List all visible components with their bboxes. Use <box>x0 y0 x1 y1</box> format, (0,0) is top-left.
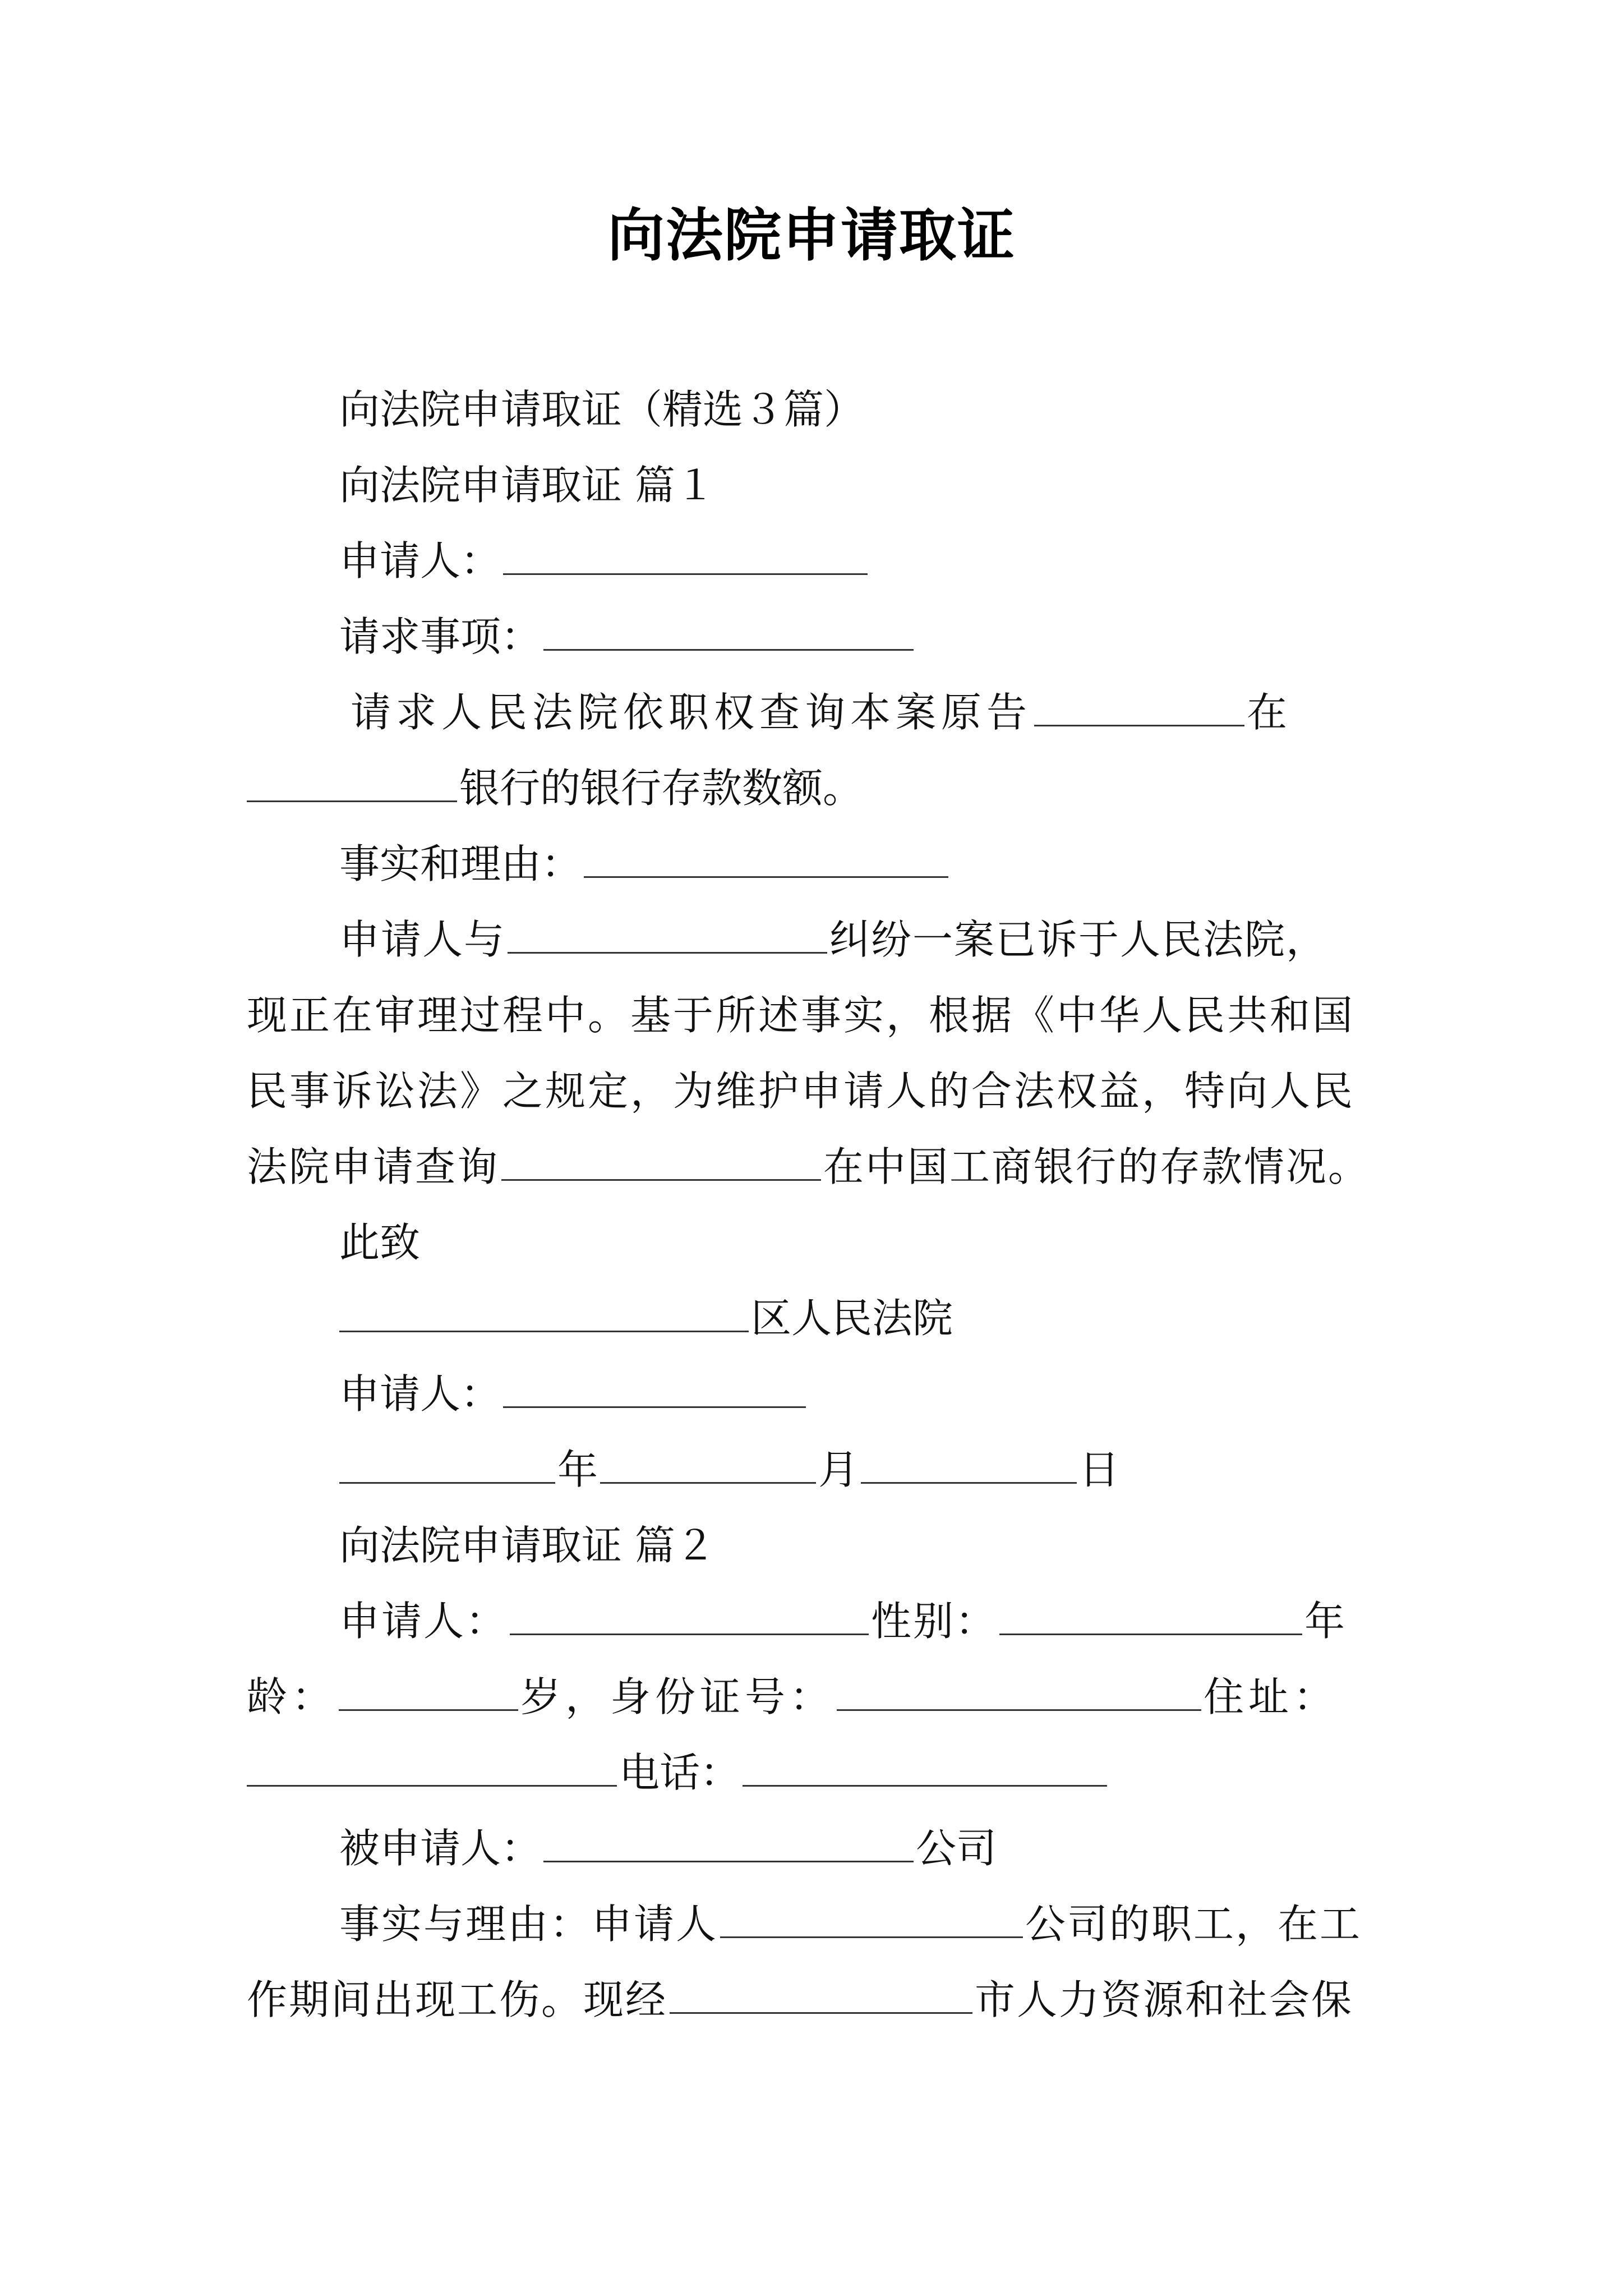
month-blank[interactable] <box>600 1447 816 1484</box>
phone-label: 电话： <box>619 1749 741 1796</box>
facts-text: 市人力资源和社会保 <box>975 1976 1354 2023</box>
day-blank[interactable] <box>861 1447 1077 1484</box>
year-label: 年 <box>557 1446 598 1493</box>
part1-facts-label-row <box>339 836 951 892</box>
address-label: 住址： <box>1204 1673 1339 1720</box>
facts-text: 公司的职工，在工 <box>1025 1901 1362 1948</box>
age-unit: 岁， <box>520 1673 611 1720</box>
facts-text: 事实与理由：申请人 <box>339 1901 718 1948</box>
applicant-label: 申请人： <box>339 537 501 585</box>
employer-blank[interactable] <box>720 1902 1023 1938</box>
court-row <box>339 1290 953 1346</box>
document-subtitle: 向法院申请取证（精选３篇） <box>339 386 865 433</box>
part2-phone-row <box>247 1745 1109 1801</box>
facts-text: 纠纷一案已诉于人民法院， <box>829 916 1328 963</box>
facts-blank[interactable] <box>584 841 948 878</box>
month-label: 月 <box>818 1446 859 1493</box>
facts-text: 作期间出现工伤。现经 <box>247 1976 668 2023</box>
part1-facts-row-4 <box>247 1139 1370 1195</box>
part1-request-text-row <box>351 684 1292 740</box>
part2-facts-row-2 <box>247 1972 1353 2028</box>
facts-label: 事实和理由： <box>339 840 582 887</box>
part2-respondent-row <box>339 1820 997 1876</box>
court-blank[interactable] <box>339 1296 749 1332</box>
applicant-blank[interactable] <box>503 539 868 575</box>
respondent-label: 被申请人： <box>339 1825 542 1872</box>
bank-text: 银行的银行存款数额。 <box>459 765 864 812</box>
date-row <box>339 1442 1119 1498</box>
applicant-label: 申请人： <box>339 1598 508 1645</box>
phone-blank[interactable] <box>743 1750 1107 1787</box>
dispute-party-blank[interactable] <box>508 917 827 954</box>
gender-label: 性别： <box>871 1598 998 1645</box>
id-blank[interactable] <box>837 1674 1201 1711</box>
sign-applicant-blank[interactable] <box>503 1372 806 1408</box>
part2-age-row <box>247 1669 1338 1725</box>
part2-facts-row-1 <box>339 1896 1362 1952</box>
part1-applicant-row <box>339 533 870 589</box>
request-text-at: 在 <box>1247 689 1293 736</box>
plaintiff-blank[interactable] <box>1034 690 1244 726</box>
id-label: 身份证号： <box>610 1673 835 1720</box>
salutation: 此致 <box>339 1219 421 1266</box>
query-party-blank[interactable] <box>501 1144 821 1181</box>
request-blank[interactable] <box>543 614 914 651</box>
page-title: 向法院申请取证 <box>607 202 1016 269</box>
part1-bank-row <box>247 760 863 816</box>
sign-applicant-row <box>339 1366 808 1422</box>
address-blank[interactable] <box>247 1750 617 1787</box>
part1-request-row <box>339 609 916 665</box>
respondent-suffix: 公司 <box>916 1825 997 1872</box>
age-label-b: 龄： <box>247 1673 337 1720</box>
facts-text: 在中国工商银行的存款情况。 <box>823 1143 1371 1190</box>
part2-applicant-row <box>339 1593 1347 1649</box>
applicant-blank[interactable] <box>510 1599 869 1635</box>
part1-heading: 向法院申请取证 篇１ <box>339 462 716 509</box>
age-blank[interactable] <box>339 1674 518 1711</box>
part1-facts-row-2: 现正在审理过程中。基于所述事实，根据《中华人民共和国 <box>247 992 1355 1039</box>
request-text: 请求人民法院依职权查询本案原告 <box>351 689 1032 736</box>
year-blank[interactable] <box>339 1447 555 1484</box>
day-label: 日 <box>1079 1446 1120 1493</box>
bank-blank[interactable] <box>247 766 457 802</box>
facts-text: 申请人与 <box>339 916 506 963</box>
part2-heading: 向法院申请取证 篇２ <box>339 1522 716 1569</box>
court-suffix: 区人民法院 <box>751 1295 953 1342</box>
facts-text: 法院申请查询 <box>247 1143 500 1190</box>
respondent-blank[interactable] <box>543 1826 914 1862</box>
gender-blank[interactable] <box>999 1599 1302 1635</box>
age-label-a: 年 <box>1304 1598 1347 1645</box>
sign-applicant-label: 申请人： <box>339 1370 501 1418</box>
part1-facts-row-1 <box>339 912 1327 968</box>
request-label: 请求事项： <box>339 613 542 660</box>
part1-facts-row-3: 民事诉讼法》之规定，为维护申请人的合法权益，特向人民 <box>247 1068 1355 1115</box>
city-blank[interactable] <box>670 1977 972 2014</box>
